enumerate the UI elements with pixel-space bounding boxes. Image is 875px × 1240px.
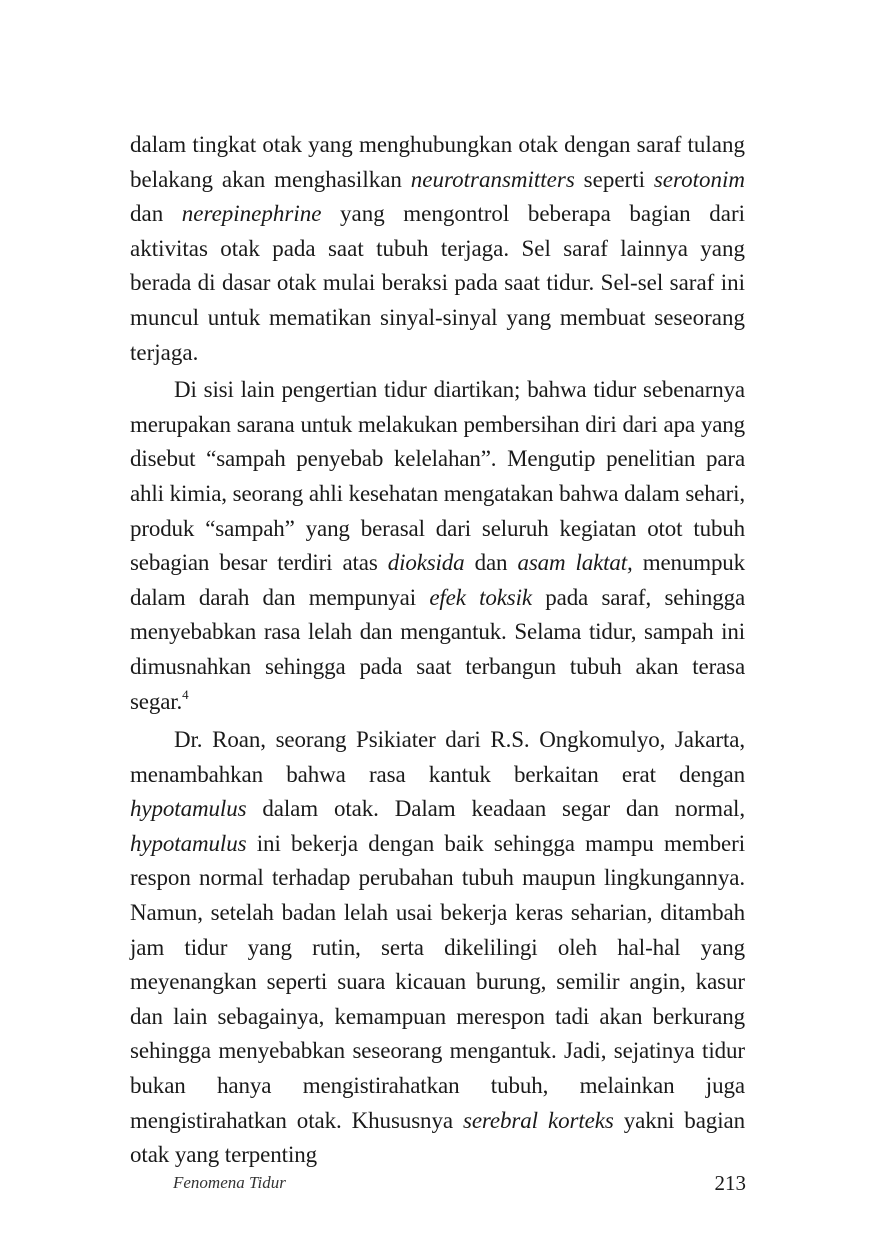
italic-term: dioksida <box>387 550 465 576</box>
italic-term: serotonim <box>653 166 745 192</box>
italic-term: neurotransmitters <box>410 166 575 192</box>
text-run: dalam otak. Dalam keadaan segar dan normal, <box>246 796 745 822</box>
paragraph <box>130 723 745 1173</box>
text-run: yakni bagian otak yang terpenting <box>130 1107 746 1168</box>
text-run: dan <box>464 550 518 576</box>
text-run: Dr. Roan, seorang Psikiater dari R.S. Ongkomulyo, Jakarta, menambahkan bahwa rasa kantuk berkaitan erat dengan <box>130 727 745 787</box>
text-run: pada saraf, sehingga menyebabkan rasa lelah dan mengantuk. Selama tidur, sampah ini dimusnahkan sehingga pada saat terbangun tubuh akan terasa segar. <box>130 584 745 714</box>
text-run: dan <box>130 201 182 227</box>
text-run: ini bekerja dengan baik sehingga mampu memberi respon normal terhadap perubahan tubuh maupun lingkungannya. Namun, setelah badan lelah usai bekerja keras seharian, ditambah jam tidur yang rutin, serta dikelilingi oleh hal-hal yang meyenangkan seperti suara kicauan burung, semilir angin, kasur dan lain sebagainya, kemampuan merespon tadi akan berkurang sehingga menyebabkan seseorang mengantuk. Jadi, sejatinya tidur bukan hanya mengistirahatkan tubuh, melainkan juga mengistirahatkan otak. Khususnya <box>130 830 745 1133</box>
body-text <box>130 128 745 1173</box>
paragraph <box>130 373 745 719</box>
paragraph <box>130 128 745 370</box>
text-run: dalam tingkat otak yang menghubungkan otak dengan saraf tulang belakang akan menghasilkan <box>130 132 745 192</box>
footnote-marker: 4 <box>182 686 189 702</box>
italic-term: nerepinephrine <box>181 201 322 227</box>
italic-term: asam laktat, <box>517 550 633 576</box>
text-run: yang mengontrol beberapa bagian dari aktivitas otak pada saat tubuh terjaga. Sel saraf lainnya yang berada di dasar otak mulai beraksi pada saat tidur. Sel-sel saraf ini muncul untuk mematikan sinyal-sinyal yang membuat seseorang terjaga. <box>130 201 745 365</box>
page-number: 213 <box>714 1171 746 1195</box>
italic-term: hypotamulus <box>130 796 247 822</box>
text-run: seperti <box>574 166 654 192</box>
italic-term: hypotamulus <box>130 830 247 856</box>
italic-term: efek toksik <box>429 584 532 610</box>
running-footer-title: Fenomena Tidur <box>173 1173 286 1192</box>
text-run: Di sisi lain pengertian tidur diartikan; bahwa tidur sebenarnya merupakan sarana untuk melakukan pembersihan diri dari apa yang disebut “sampah penyebab kelelahan”. Mengutip penelitian para ahli kimia, seorang ahli kesehatan mengatakan bahwa dalam sehari, produk “sampah” yang berasal dari seluruh kegiatan otot tubuh sebagian besar terdiri atas <box>130 377 745 576</box>
text-run: menumpuk dalam darah dan mempunyai <box>130 550 745 610</box>
italic-term: serebral korteks <box>462 1107 614 1133</box>
